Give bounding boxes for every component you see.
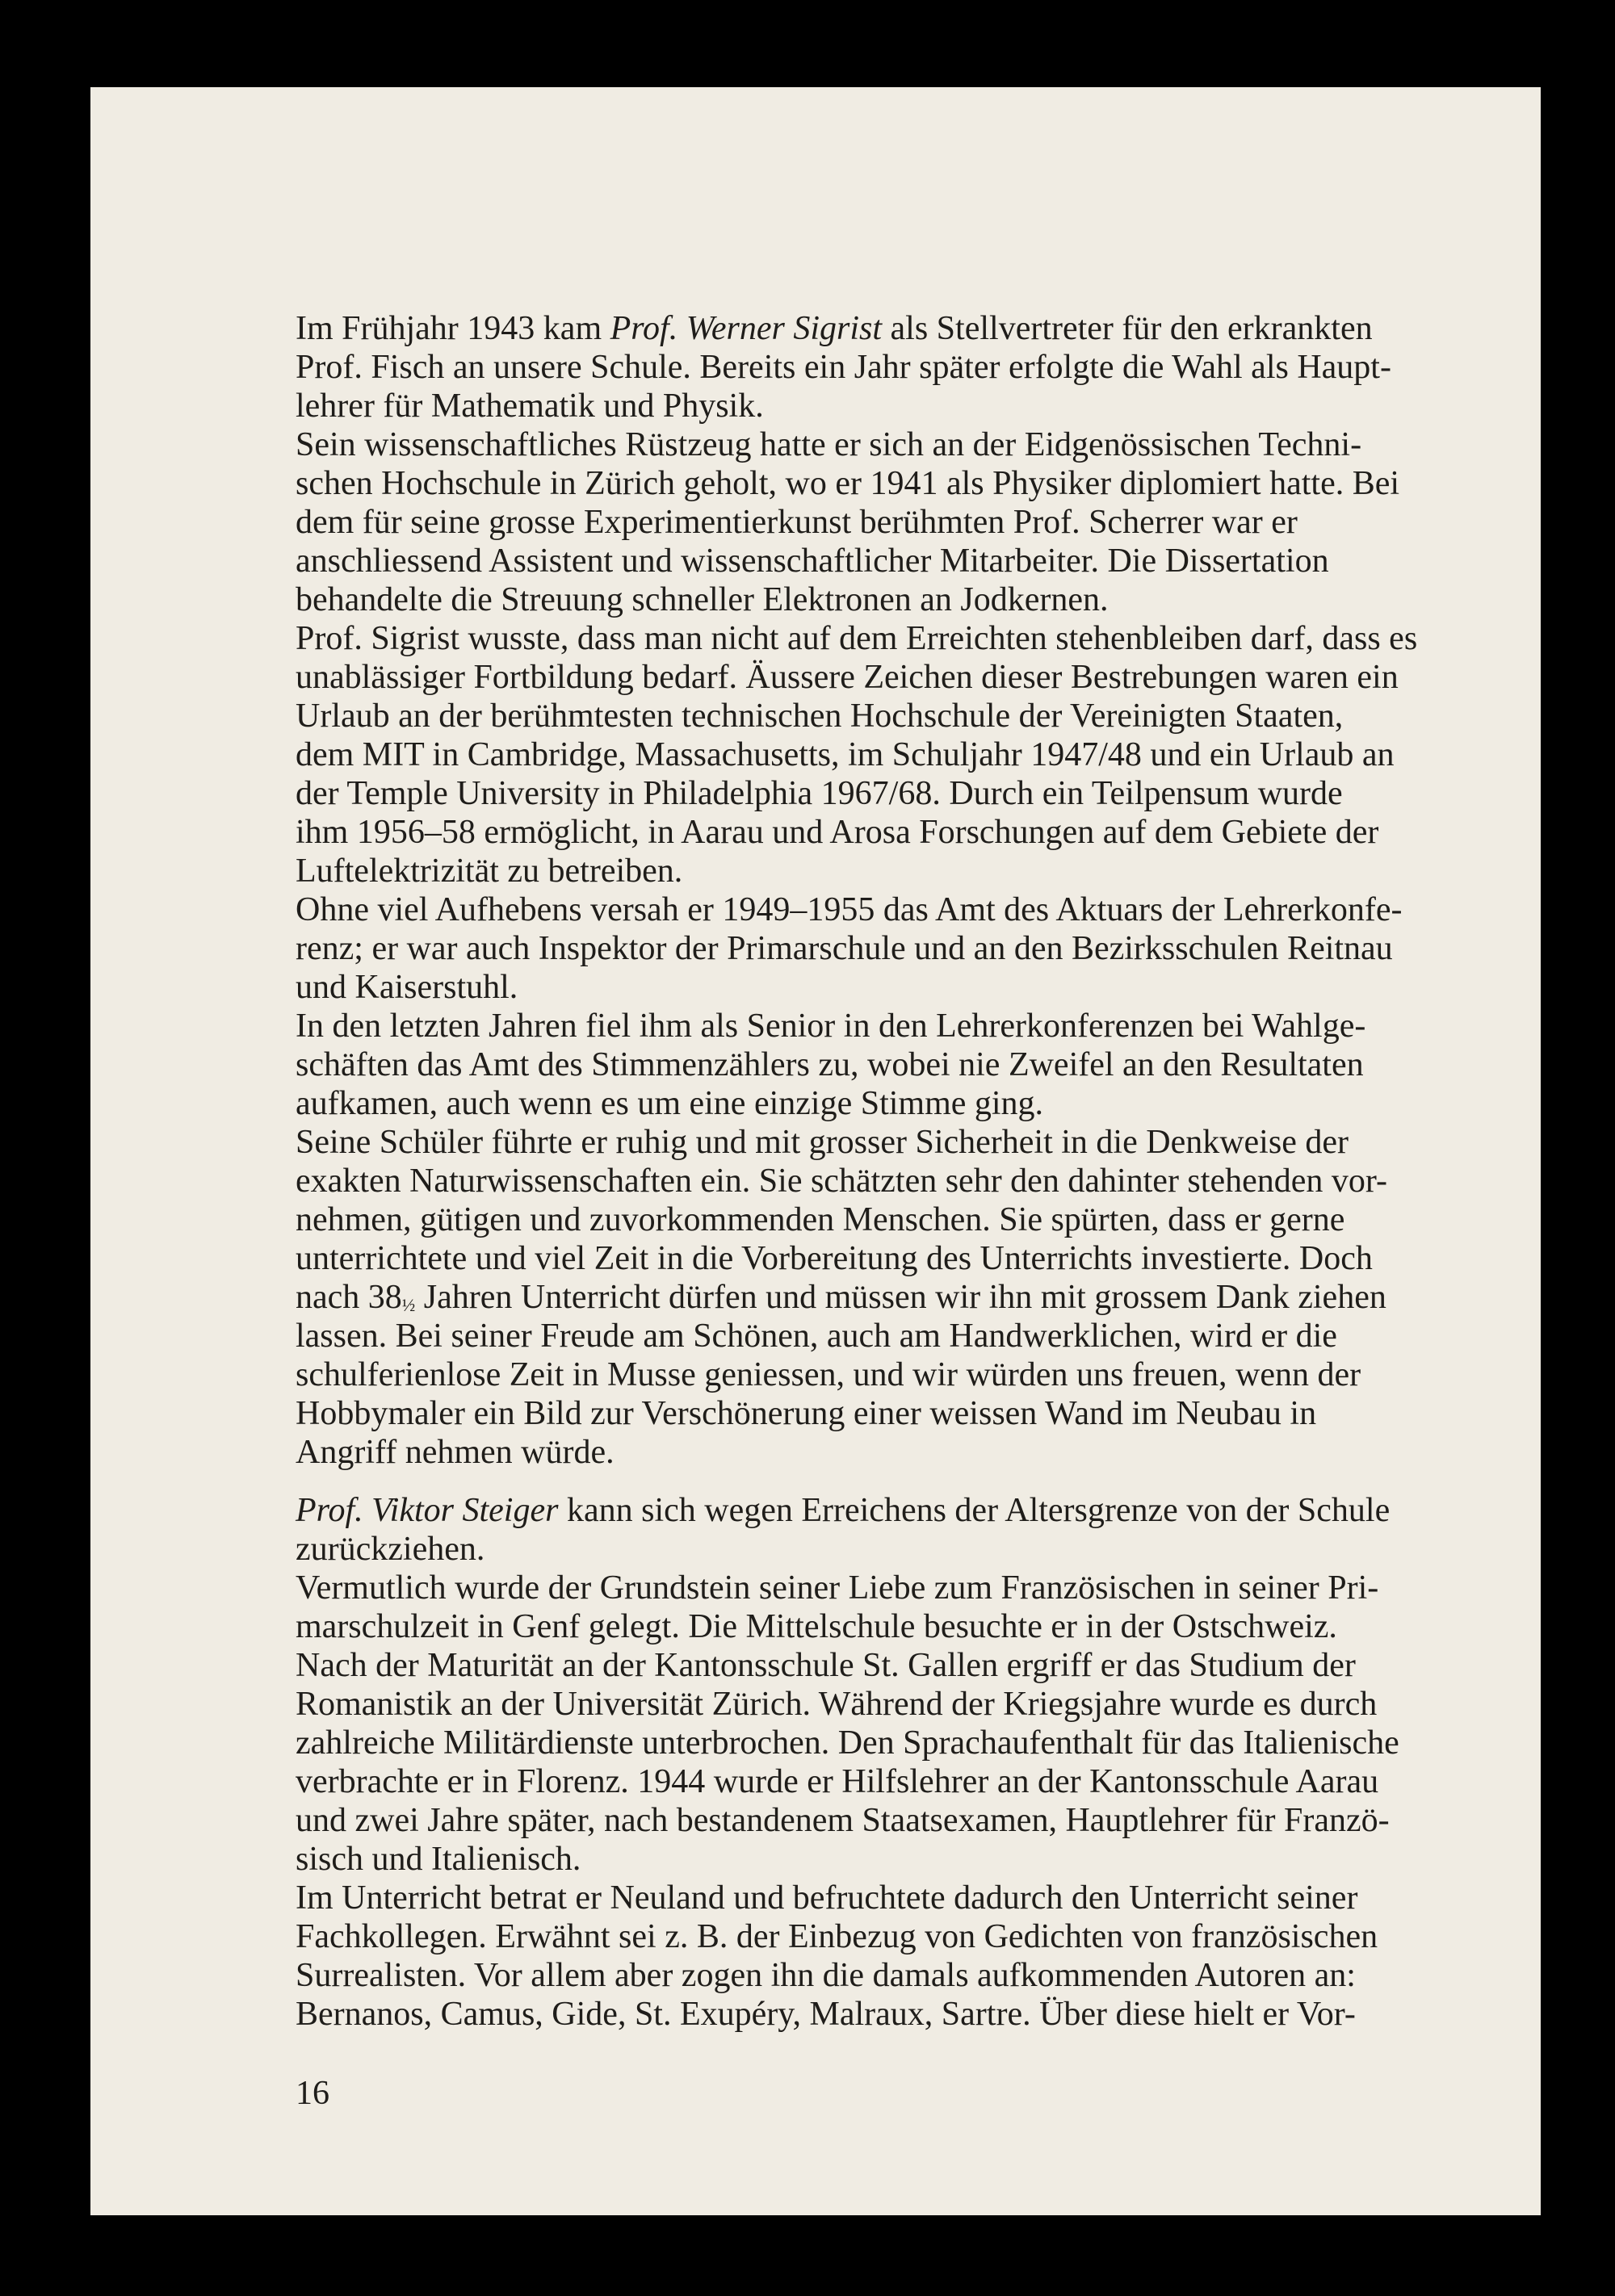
text-line: Nach der Maturität an der Kantonsschule St. Gallen ergriff er das Studium der: [296, 1647, 1356, 1684]
text-run: Im Frühjahr 1943 kam: [296, 310, 610, 347]
text-line: zahlreiche Militärdienste unterbrochen. Den Sprachaufenthalt für das Italienische: [296, 1724, 1399, 1762]
text-line: Prof. Fisch an unsere Schule. Bereits ein Jahr später erfolgte die Wahl als Haupt-: [296, 349, 1391, 386]
text-line: [296, 1491, 1556, 1530]
person-name: Prof. Werner Sigrist: [610, 310, 883, 347]
section-werner-sigrist: [296, 309, 1556, 1472]
text-run: nach 38: [296, 1279, 402, 1316]
text-line: In den letzten Jahren fiel ihm als Senior in den Lehrerkonferenzen bei Wahlge-: [296, 1008, 1366, 1045]
text-line: exakten Naturwissenschaften ein. Sie schätzten sehr den dahinter stehenden vor-: [296, 1163, 1387, 1200]
text-line: Luftelektrizität zu betreiben.: [296, 853, 683, 890]
text-line: Surrealisten. Vor allem aber zogen ihn die damals aufkommenden Autoren an:: [296, 1957, 1356, 1994]
text-line: schulferienlose Zeit in Musse geniessen, und wir würden uns freuen, wenn der: [296, 1356, 1361, 1393]
page-number: 16: [296, 2075, 329, 2112]
text-line: renz; er war auch Inspektor der Primarschule und an den Bezirksschulen Reitnau: [296, 930, 1393, 967]
text-line: dem für seine grosse Experimentierkunst berühmten Prof. Scherrer war er: [296, 504, 1298, 541]
text-line: Urlaub an der berühmtesten technischen Hochschule der Vereinigten Staaten,: [296, 698, 1344, 735]
text-line: Romanistik an der Universität Zürich. Während der Kriegsjahre wurde es durch: [296, 1686, 1378, 1723]
person-name: Prof. Viktor Steiger: [296, 1492, 559, 1529]
text-line: sisch und Italienisch.: [296, 1841, 581, 1878]
text-line: Seine Schüler führte er ruhig und mit grosser Sicherheit in die Denkweise der: [296, 1124, 1349, 1161]
text-line: Bernanos, Camus, Gide, St. Exupéry, Malraux, Sartre. Über diese hielt er Vor-: [296, 1996, 1356, 2033]
section-viktor-steiger: [296, 1491, 1556, 2034]
text-line: Im Unterricht betrat er Neuland und befruchtete dadurch den Unterricht seiner: [296, 1879, 1358, 1917]
text-line: nehmen, gütigen und zuvorkommenden Menschen. Sie spürten, dass er gerne: [296, 1201, 1345, 1238]
text-line: der Temple University in Philadelphia 1967/68. Durch ein Teilpensum wurde: [296, 775, 1343, 812]
text-line: lassen. Bei seiner Freude am Schönen, auch am Handwerklichen, wird er die: [296, 1318, 1337, 1355]
text-line: und zwei Jahre später, nach bestandenem Staatsexamen, Hauptlehrer für Franzö-: [296, 1802, 1390, 1839]
text-line: zurückziehen.: [296, 1531, 485, 1568]
text-line: [296, 1278, 1556, 1317]
text-line: und Kaiserstuhl.: [296, 969, 518, 1006]
text-line: Prof. Sigrist wusste, dass man nicht auf dem Erreichten stehenbleiben darf, dass es: [296, 620, 1418, 657]
text-line: [296, 309, 1556, 348]
text-line: marschulzeit in Genf gelegt. Die Mittelschule besuchte er in der Ostschweiz.: [296, 1608, 1337, 1645]
text-line: Ohne viel Aufhebens versah er 1949–1955 das Amt des Aktuars der Lehrerkonfe-: [296, 891, 1403, 928]
text-line: schäften das Amt des Stimmenzählers zu, wobei nie Zweifel an den Resultaten: [296, 1046, 1364, 1083]
text-line: Angriff nehmen würde.: [296, 1434, 615, 1471]
text-line: schen Hochschule in Zürich geholt, wo er 1941 als Physiker diplomiert hatte. Bei: [296, 465, 1400, 502]
document-page: [90, 87, 1541, 2215]
text-line: Hobbymaler ein Bild zur Verschönerung einer weissen Wand im Neubau in: [296, 1395, 1317, 1432]
text-line: ihm 1956–58 ermöglicht, in Aarau und Arosa Forschungen auf dem Gebiete der: [296, 814, 1379, 851]
text-line: aufkamen, auch wenn es um eine einzige Stimme ging.: [296, 1085, 1044, 1122]
text-line: anschliessend Assistent und wissenschaftlicher Mitarbeiter. Die Dissertation: [296, 543, 1329, 580]
text-line: behandelte die Streuung schneller Elektronen an Jodkernen.: [296, 581, 1109, 618]
text-line: dem MIT in Cambridge, Massachusetts, im Schuljahr 1947/48 und ein Urlaub an: [296, 736, 1395, 773]
text-line: lehrer für Mathematik und Physik.: [296, 388, 764, 425]
fraction: ½: [401, 1295, 416, 1315]
text-line: unterrichtete und viel Zeit in die Vorbereitung des Unterrichts investierte. Doch: [296, 1240, 1373, 1277]
text-line: Fachkollegen. Erwähnt sei z. B. der Einbezug von Gedichten von französischen: [296, 1918, 1378, 1955]
text-line: Sein wissenschaftliches Rüstzeug hatte er sich an der Eidgenössischen Techni-: [296, 426, 1362, 463]
text-line: unablässiger Fortbildung bedarf. Äussere Zeichen dieser Bestrebungen waren ein: [296, 659, 1399, 696]
text-run: Jahren Unterricht dürfen und müssen wir ihn mit grossem Dank ziehen: [415, 1279, 1386, 1316]
text-line: verbrachte er in Florenz. 1944 wurde er Hilfslehrer an der Kantonsschule Aarau: [296, 1763, 1379, 1800]
text-line: Vermutlich wurde der Grundstein seiner Liebe zum Französischen in seiner Pri-: [296, 1569, 1379, 1607]
text-run: kann sich wegen Erreichens der Altersgrenze von der Schule: [558, 1492, 1391, 1529]
text-run: als Stellvertreter für den erkrankten: [882, 310, 1373, 347]
